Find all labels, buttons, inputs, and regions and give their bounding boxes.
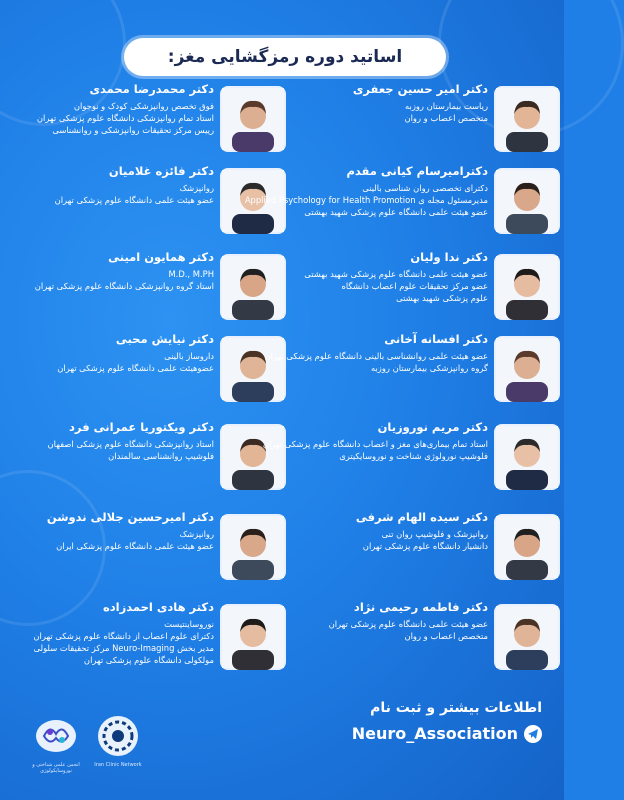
teacher-photo bbox=[494, 424, 560, 490]
teacher-credential: استاد تمام روانپزشکی دانشگاه علوم پزشکی تهران bbox=[36, 113, 214, 123]
teacher-credential: استاد تمام بیماری‌های مغز و اعصاب دانشگاه علوم پزشکی تهران bbox=[262, 439, 488, 449]
teacher-card bbox=[4, 420, 286, 502]
teacher-credential: فلوشیپ نورولوژی شناخت و نوروسایکیتری bbox=[339, 451, 488, 461]
teacher-card bbox=[278, 82, 560, 164]
brain-logo-icon bbox=[30, 712, 82, 762]
teacher-photo bbox=[220, 86, 286, 152]
teacher-photo bbox=[494, 86, 560, 152]
teacher-credential: مولکولی دانشگاه علوم پزشکی تهران bbox=[83, 655, 214, 665]
portrait-image bbox=[222, 516, 284, 578]
teacher-card bbox=[278, 250, 560, 332]
teacher-name: دکتر امیرحسین جلالی ندوشن bbox=[46, 510, 214, 524]
teacher-photo bbox=[220, 336, 286, 402]
page-title-text: اساتید دوره رمزگشایی مغز: bbox=[167, 47, 403, 67]
network-logo-icon bbox=[92, 712, 144, 762]
teacher-credential: نوروساینتیست bbox=[164, 619, 214, 629]
teacher-photo bbox=[220, 254, 286, 320]
teacher-name: دکتر فاطمه رحیمی نژاد bbox=[353, 600, 488, 614]
portrait-image bbox=[496, 606, 558, 668]
teacher-credential: عضو مرکز تحقیقات علوم اعصاب دانشگاه bbox=[341, 281, 488, 291]
logo1-caption: انجمن علمی شناختی و نوروسایکولوژی bbox=[32, 762, 80, 774]
teacher-credential: روانپزشک bbox=[179, 183, 214, 193]
teacher-credential: استاد گروه روانپزشکی دانشگاه علوم پزشکی تهران bbox=[34, 281, 214, 291]
teacher-name: دکتر محمدرضا محمدی bbox=[89, 82, 214, 96]
portrait-image bbox=[222, 338, 284, 400]
portrait-image bbox=[222, 256, 284, 318]
teacher-credential: متخصص اعصاب و روان bbox=[404, 113, 488, 123]
teacher-credential: M.D., M.PH bbox=[168, 269, 214, 279]
teacher-card bbox=[264, 332, 560, 414]
teacher-card bbox=[4, 600, 286, 682]
teacher-card bbox=[4, 332, 286, 414]
teacher-name: دکتر نیایش محبی bbox=[115, 332, 214, 346]
teacher-credential: مدیرمسئول مجله ی Applied Psychology for Health Promotion bbox=[244, 195, 488, 205]
teacher-credential: مدیر بخش Neuro-Imaging مرکز تحقیقات سلولی bbox=[33, 643, 214, 653]
teacher-name: دکتر افسانه آخانی bbox=[384, 332, 488, 346]
teacher-credential: عضوهیئت علمی دانشگاه علوم پزشکی تهران bbox=[57, 363, 214, 373]
teacher-photo bbox=[494, 254, 560, 320]
teacher-credential: عضو هیئت علمی دانشگاه علوم پزشکی تهران bbox=[328, 619, 488, 629]
teacher-credential: روانپزشک bbox=[179, 529, 214, 539]
channel-handle[interactable] bbox=[352, 724, 542, 743]
teacher-name: دکترامیرسام کیانی مقدم bbox=[346, 164, 488, 178]
teacher-photo bbox=[494, 604, 560, 670]
teacher-card bbox=[278, 600, 560, 682]
teacher-name: دکتر ندا ولیان bbox=[410, 250, 488, 264]
teacher-credential: داروساز بالینی bbox=[164, 351, 214, 361]
teacher-credential: ریاست بیمارستان روزبه bbox=[405, 101, 488, 111]
portrait-image bbox=[496, 516, 558, 578]
portrait-image bbox=[222, 426, 284, 488]
teacher-photo bbox=[494, 336, 560, 402]
portrait-image bbox=[222, 606, 284, 668]
teacher-credential: عضو هیئت علمی روانشناسی بالینی دانشگاه علوم پزشکی تهران bbox=[264, 351, 488, 361]
page-title bbox=[124, 38, 446, 76]
teacher-photo bbox=[220, 514, 286, 580]
teacher-photo bbox=[220, 604, 286, 670]
portrait-image bbox=[496, 88, 558, 150]
telegram-icon bbox=[524, 725, 542, 743]
teacher-card bbox=[4, 164, 286, 246]
teacher-credential: دکترای تخصصی روان شناسی بالینی bbox=[362, 183, 488, 193]
teacher-card bbox=[4, 250, 286, 332]
teacher-credential: عضو هیئت علمی دانشگاه علوم پزشکی ایران bbox=[56, 541, 214, 551]
teacher-photo bbox=[494, 168, 560, 234]
teacher-name: دکتر فائزه غلامیان bbox=[108, 164, 214, 178]
teacher-credential: عضو هیئت علمی دانشگاه علوم پزشکی شهید بهشتی bbox=[304, 269, 488, 279]
teacher-card bbox=[4, 510, 286, 592]
portrait-image bbox=[496, 338, 558, 400]
teacher-credential: علوم پزشکی شهید بهشتی bbox=[396, 293, 488, 303]
teacher-credential: متخصص اعصاب و روان bbox=[404, 631, 488, 641]
teacher-credential: گروه روانپزشکی بیمارستان روزبه bbox=[370, 363, 488, 373]
teacher-credential: روانپزشک و فلوشیپ روان تنی bbox=[381, 529, 488, 539]
teacher-credential: استاد روانپزشکی دانشگاه علوم پزشکی اصفهان bbox=[47, 439, 214, 449]
teacher-credential: دکترای علوم اعصاب از دانشگاه علوم پزشکی تهران bbox=[33, 631, 214, 641]
teacher-credential: فوق تخصص روانپزشکی کودک و نوجوان bbox=[73, 101, 214, 111]
teacher-photo bbox=[220, 424, 286, 490]
teacher-card bbox=[4, 82, 286, 164]
teacher-name: دکتر همایون امینی bbox=[108, 250, 214, 264]
register-label: اطلاعات بیشتر و ثبت نام bbox=[370, 700, 542, 716]
teacher-name: دکتر امیر حسین جعفری bbox=[352, 82, 488, 96]
portrait-image bbox=[496, 426, 558, 488]
teacher-photo bbox=[494, 514, 560, 580]
teacher-credential: رییس مرکز تحقیقات روانپزشکی و روانشناسی bbox=[52, 125, 214, 135]
teacher-credential: فلوشیپ روانشناسی سالمندان bbox=[108, 451, 214, 461]
teacher-credential: عضو هیئت علمی دانشگاه علوم پزشکی تهران bbox=[54, 195, 214, 205]
teacher-credential: دانشیار دانشگاه علوم پزشکی تهران bbox=[362, 541, 488, 551]
portrait-image bbox=[496, 256, 558, 318]
teacher-name: دکتر مریم نوروزیان bbox=[377, 420, 488, 434]
handle-text: Neuro_Association bbox=[351, 724, 518, 743]
teacher-name: دکتر سیده الهام شرفی bbox=[355, 510, 488, 524]
teacher-name: دکتر ویکتوریا عمرانی فرد bbox=[69, 420, 214, 434]
teacher-card bbox=[278, 510, 560, 592]
teacher-card bbox=[262, 420, 560, 502]
logo2-caption: Iran Clinic Network bbox=[94, 762, 142, 768]
teacher-name: دکتر هادی احمدزاده bbox=[102, 600, 214, 614]
portrait-image bbox=[222, 88, 284, 150]
teacher-credential: عضو هیئت علمی دانشگاه علوم پزشکی شهید بهشتی bbox=[304, 207, 488, 217]
teacher-card bbox=[244, 164, 560, 246]
portrait-image bbox=[496, 170, 558, 232]
